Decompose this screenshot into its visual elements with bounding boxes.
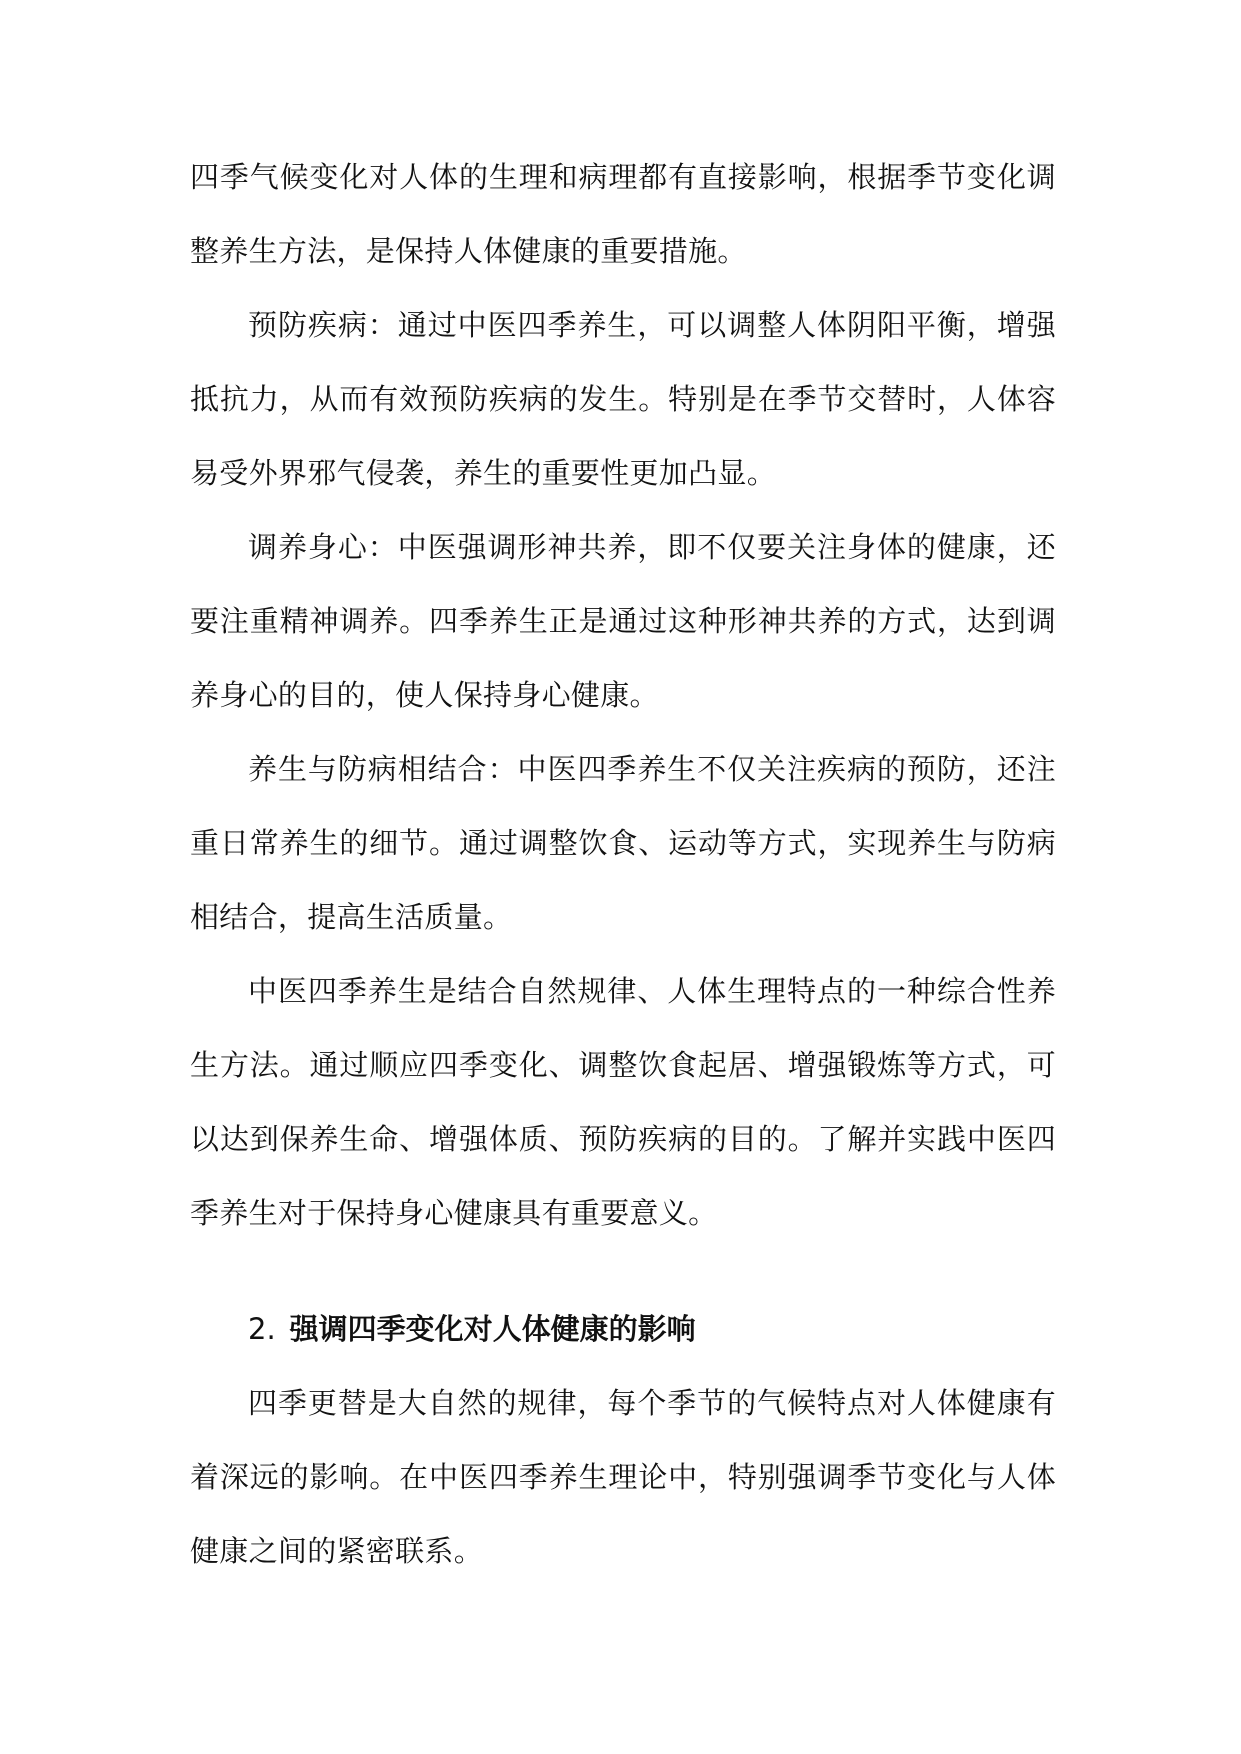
paragraph-seasonal-climate: 四季气候变化对人体的生理和病理都有直接影响，根据季节变化调整养生方法，是保持人体健康的重要措施。 bbox=[190, 160, 1056, 268]
paragraph-body-mind: 调养身心：中医强调形神共养，即不仅要关注身体的健康，还要注重精神调养。四季养生正是通过这种形神共养的方式，达到调养身心的目的，使人保持身心健康。 bbox=[190, 530, 1056, 712]
paragraph-prevent-disease: 预防疾病：通过中医四季养生，可以调整人体阴阳平衡，增强抵抗力，从而有效预防疾病的发生。特别是在季节交替时，人体容易受外界邪气侵袭，养生的重要性更加凸显。 bbox=[190, 308, 1056, 490]
paragraph-summary: 中医四季养生是结合自然规律、人体生理特点的一种综合性养生方法。通过顺应四季变化、调整饮食起居、增强锻炼等方式，可以达到保养生命、增强体质、预防疾病的目的。了解并实践中医四季养生对于保持身心健康具有重要意义。 bbox=[190, 974, 1056, 1230]
document-body bbox=[190, 140, 1056, 1588]
section-number: 2. bbox=[248, 1312, 276, 1346]
paragraph-health-and-prevention: 养生与防病相结合：中医四季养生不仅关注疾病的预防，还注重日常养生的细节。通过调整饮食、运动等方式，实现养生与防病相结合，提高生活质量。 bbox=[190, 752, 1056, 934]
section-title: 强调四季变化对人体健康的影响 bbox=[289, 1312, 696, 1346]
paragraph-season-change: 四季更替是大自然的规律，每个季节的气候特点对人体健康有着深远的影响。在中医四季养生理论中，特别强调季节变化与人体健康之间的紧密联系。 bbox=[190, 1386, 1056, 1568]
section-heading bbox=[190, 1292, 1056, 1366]
